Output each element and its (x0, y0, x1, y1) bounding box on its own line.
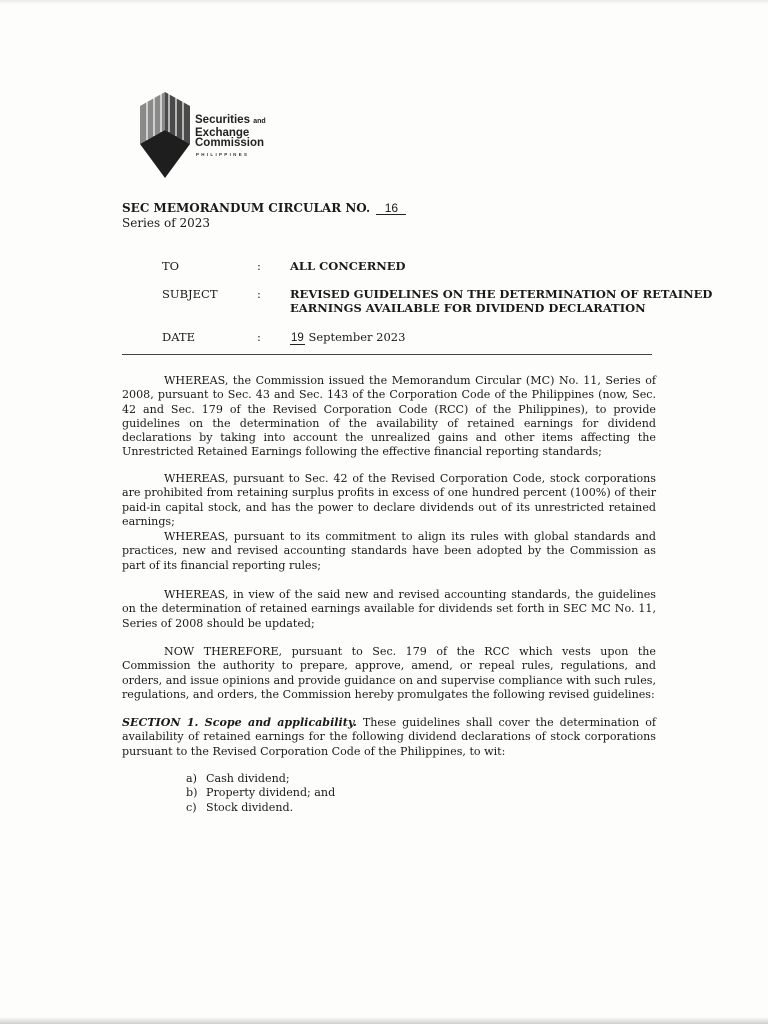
document-page: Securities and Exchange Commission PHILIPPINES SEC MEMORANDUM CIRCULAR NO. 16 Series of 2023 TO : ALL CONCERNED SUBJECT : REVISED GUIDELINES ON THE DETERMINATION OF RETAINED EARNINGS AVAILABLE FOR DIVIDEND DECLARATION DATE : 19 September 2023 WHEREAS, the Commission issued the Memorandum Circular (MC) No. 11, Series of 2008, pursuant to Sec. 43 and Sec. 143 of the Corporation Code of the Philippines (now, Sec. 42 and Sec. 179 of the Revised Corporation Code (RCC) of the Philippines), to provide guidelines on the determination of the availability of retained earnings for dividend declarations by taking into account the unrealized gains and other items affecting the Unrestricted Retained Earnings following the effective financial reporting standards; WHEREAS, pursuant to Sec. 42 of the Revised Corporation Code, stock corporations are prohibited from retaining surplus profits in excess of one hundred percent (100%) of their paid-in capital stock, and has the power to declare dividends out of its unrestricted retained earnings; WHEREAS, pursuant to its commitment to align its rules with global standards and practices, new and revised accounting standards have been adopted by the Commission as part of its financial reporting rules; WHEREAS, in view of the said new and revised accounting standards, the guidelines on the determination of retained earnings available for dividends set forth in SEC MC No. 11, Series of 2008 should be updated; NOW THEREFORE, pursuant to Sec. 179 of the RCC which vests upon the Commission the authority to prepare, approve, amend, or repeal rules, regulations, and orders, and issue opinions and provide guidance on and supervise compliance with such rules, regulations, and orders, the Commission hereby promulgates the following revised guidelines: SECTION 1. Scope and applicability. These guidelines shall cover the determination of availability of retained earnings for the following dividend declarations of stock corporations pursuant to the Revised Corporation Code of the Philippines, to wit: a) Cash dividend; b) Property dividend; and c) Stock dividend. (0, 0, 768, 1024)
paragraph-whereas-2: WHEREAS, pursuant to Sec. 42 of the Revised Corporation Code, stock corporations are prohibited from retaining surplus profits in excess of one hundred percent (100%) of their paid-in capital stock, and has the power to declare dividends out of its unrestricted retained earnings; (122, 472, 656, 528)
to-value: ALL CONCERNED (290, 259, 406, 273)
paragraph-now-therefore: NOW THEREFORE, pursuant to Sec. 179 of the RCC which vests upon the Commission the authority to prepare, approve, amend, or repeal rules, regulations, and orders, and issue opinions and provide guidance on and supervise compliance with such rules, regulations, and orders, the Commission hereby promulgates the following revised guidelines: (122, 645, 656, 701)
paragraph-whereas-4: WHEREAS, in view of the said new and revised accounting standards, the guidelines on the determination of retained earnings available for dividends set forth in SEC MC No. 11, Series of 2008 should be updated; (122, 588, 656, 630)
header-divider (122, 354, 652, 355)
section-1-heading: SECTION 1. Scope and applicability. (122, 716, 357, 729)
dividend-types-list (186, 772, 335, 815)
date-day: 19 (291, 332, 304, 344)
subject-value: REVISED GUIDELINES ON THE DETERMINATION OF RETAINED EARNINGS AVAILABLE FOR DIVIDEND DECLARATION (290, 287, 713, 315)
sec-logo-wordmark: Securities and Exchange Commission (195, 114, 266, 149)
circular-number: 16 (376, 203, 406, 215)
subject-label: SUBJECT (162, 287, 218, 301)
list-item: c) Stock dividend. (186, 800, 294, 814)
circular-title: SEC MEMORANDUM CIRCULAR NO. 16 (122, 201, 406, 215)
paragraph-whereas-1: WHEREAS, the Commission issued the Memorandum Circular (MC) No. 11, Series of 2008, pursuant to Sec. 43 and Sec. 143 of the Corporation Code of the Philippines (now, Sec. 42 and Sec. 179 of the Revised Corporation Code (RCC) of the Philippines), to provide guidelines on the determination of the availability of retained earnings for dividend declarations by taking into account the unrealized gains and other items affecting the Unrestricted Retained Earnings following the effective financial reporting standards; (122, 374, 656, 459)
circular-series: Series of 2023 (122, 216, 210, 230)
paragraph-whereas-3: WHEREAS, pursuant to its commitment to align its rules with global standards and practices, new and revised accounting standards have been adopted by the Commission as part of its financial reporting rules; (122, 530, 656, 572)
date-label: DATE (162, 330, 195, 344)
list-item: b) Property dividend; and (186, 786, 336, 800)
scan-edge-top (0, 0, 768, 4)
sec-logo-country: PHILIPPINES (196, 152, 250, 157)
date-value: 19 September 2023 (291, 330, 406, 344)
sec-logo-emblem (136, 92, 194, 178)
list-item: a) Cash dividend; (186, 772, 290, 785)
to-label: TO (162, 259, 180, 273)
sec-logo (136, 92, 296, 178)
scan-edge-bottom (0, 1017, 768, 1024)
paragraph-section-1: SECTION 1. Scope and applicability. These guidelines shall cover the determination of availability of retained earnings for the following dividend declarations of stock corporations pursuant to the Revised Corporation Code of the Philippines, to wit: (122, 716, 656, 758)
